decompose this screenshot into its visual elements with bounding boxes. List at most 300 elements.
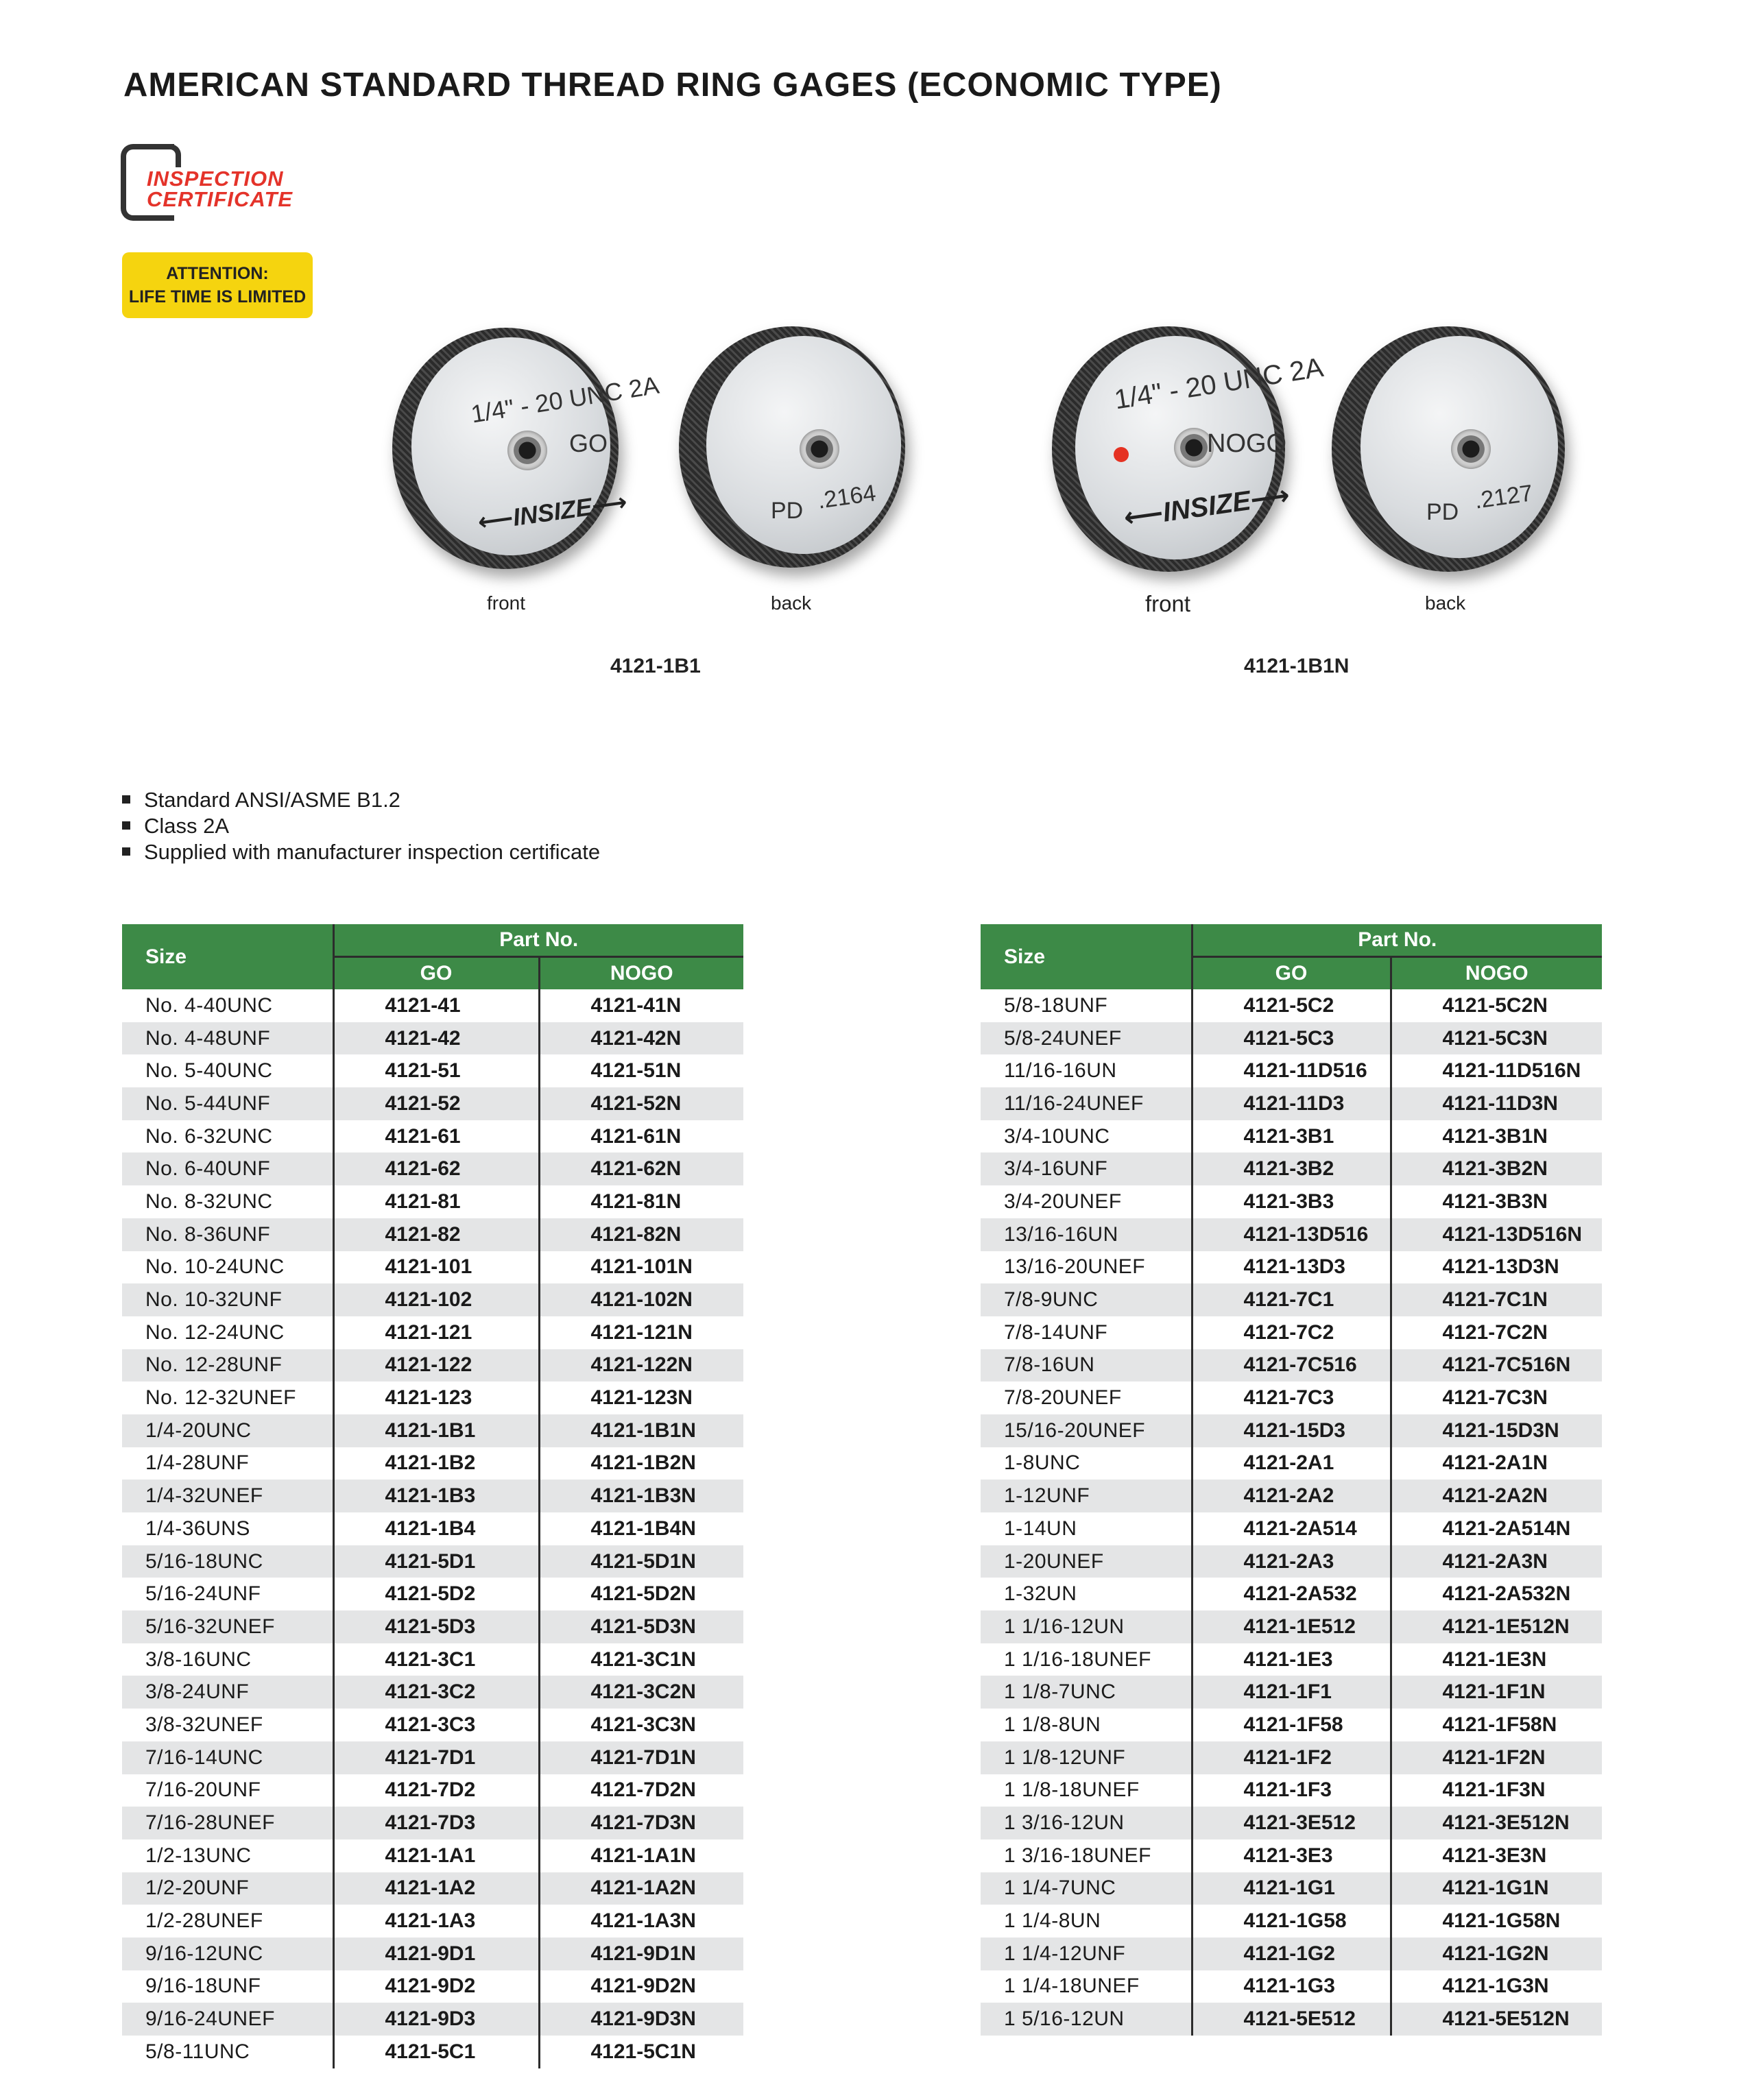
go-part-cell: 4121-121	[333, 1316, 539, 1349]
table-row	[122, 1316, 743, 1349]
go-part-cell: 4121-1B3	[333, 1480, 539, 1512]
nogo-part-cell: 4121-5D2N	[539, 1578, 743, 1610]
go-part-cell: 4121-7D1	[333, 1741, 539, 1774]
insize-brand-mark: ⟵INSIZE⟶	[476, 487, 629, 537]
table-row	[981, 1512, 1602, 1545]
table-row	[981, 1741, 1602, 1774]
nogo-part-cell: 4121-7D2N	[539, 1774, 743, 1807]
table-row	[122, 1807, 743, 1839]
nogo-part-cell: 4121-3B2N	[1391, 1152, 1602, 1185]
go-header: GO	[1192, 957, 1391, 990]
table-row	[981, 1643, 1602, 1676]
table-row	[981, 1087, 1602, 1120]
nogo-part-cell: 4121-52N	[539, 1087, 743, 1120]
go-part-cell: 4121-81	[333, 1185, 539, 1218]
nogo-part-cell: 4121-123N	[539, 1381, 743, 1414]
go-part-cell: 4121-9D3	[333, 2003, 539, 2036]
go-part-cell: 4121-2A1	[1192, 1447, 1391, 1480]
size-cell: 1/2-28UNEF	[145, 1909, 263, 1933]
nogo-part-cell: 4121-7D3N	[539, 1807, 743, 1839]
table-row	[981, 1283, 1602, 1316]
table-row	[981, 1381, 1602, 1414]
feature-item: Class 2A	[122, 813, 600, 839]
size-cell: 11/16-16UN	[1004, 1059, 1117, 1083]
size-cell: 13/16-20UNEF	[1004, 1255, 1146, 1279]
table-row	[981, 1905, 1602, 1938]
table-row	[122, 1381, 743, 1414]
go-part-cell: 4121-5C3	[1192, 1022, 1391, 1055]
size-cell: No. 6-32UNC	[145, 1124, 273, 1148]
table-row	[122, 1512, 743, 1545]
nogo-part-cell: 4121-1G3N	[1391, 1970, 1602, 2003]
go-header: GO	[333, 957, 539, 990]
size-cell: 1-12UNF	[981, 1480, 1192, 1512]
model-number: 4121-1B1	[610, 655, 701, 677]
nogo-part-cell: 4121-7D1N	[539, 1741, 743, 1774]
attention-line1: ATTENTION:	[166, 264, 269, 283]
go-part-cell: 4121-7D3	[333, 1807, 539, 1839]
go-part-cell: 4121-7D2	[333, 1774, 539, 1807]
go-part-cell: 4121-2A3	[1192, 1545, 1391, 1578]
nogo-part-cell: 4121-41N	[539, 989, 743, 1022]
size-cell: 1/4-32UNEF	[122, 1480, 333, 1512]
pd-value: .2164	[816, 480, 878, 514]
size-cell: No. 4-48UNF	[122, 1022, 333, 1055]
nogo-part-cell: 4121-1F2N	[1391, 1741, 1602, 1774]
nogo-part-cell: 4121-1G2N	[1391, 1938, 1602, 1970]
nogo-part-cell: 4121-1F1N	[1391, 1676, 1602, 1709]
table-row	[122, 1872, 743, 1905]
nogo-part-cell: 4121-121N	[539, 1316, 743, 1349]
go-part-cell: 4121-3B3	[1192, 1185, 1391, 1218]
size-cell: 5/8-11UNC	[145, 2040, 250, 2063]
nogo-part-cell: 4121-3B3N	[1391, 1185, 1602, 1218]
table-row	[122, 1087, 743, 1120]
nogo-part-cell: 4121-1F3N	[1391, 1774, 1602, 1807]
nogo-part-cell: 4121-5E512N	[1391, 2003, 1602, 2036]
table-row	[981, 1316, 1602, 1349]
nogo-header: NOGO	[1391, 957, 1602, 990]
table-row	[981, 1480, 1602, 1512]
nogo-part-cell: 4121-5D1N	[539, 1545, 743, 1578]
size-cell: 1/4-20UNC	[122, 1414, 333, 1447]
size-cell: 5/16-18UNC	[122, 1545, 333, 1578]
size-cell: 9/16-12UNC	[122, 1938, 333, 1970]
right-size-table	[981, 924, 1602, 2036]
size-cell: 3/8-24UNF	[122, 1676, 333, 1709]
size-cell: 1-32UN	[1004, 1582, 1077, 1606]
insize-brand-mark: ⟵INSIZE⟶	[1122, 480, 1292, 533]
table-row	[981, 1414, 1602, 1447]
nogo-part-cell: 4121-13D516N	[1391, 1218, 1602, 1251]
pd-label: PD	[771, 498, 804, 524]
size-header: Size	[122, 924, 333, 989]
size-cell: 1 1/16-12UN	[981, 1610, 1192, 1643]
size-cell: No. 12-28UNF	[122, 1349, 333, 1382]
nogo-part-cell: 4121-122N	[539, 1349, 743, 1382]
go-part-cell: 4121-102	[333, 1283, 539, 1316]
size-cell: 9/16-18UNF	[145, 1975, 261, 1998]
size-cell: 7/8-16UN	[981, 1349, 1192, 1382]
go-part-cell: 4121-7C1	[1192, 1283, 1391, 1316]
table-row	[981, 1774, 1602, 1807]
table-row	[981, 1152, 1602, 1185]
go-part-cell: 4121-1G2	[1192, 1938, 1391, 1970]
nogo-part-cell: 4121-5C3N	[1391, 1022, 1602, 1055]
table-row	[981, 1839, 1602, 1872]
table-row	[981, 1970, 1602, 2003]
nogo-part-cell: 4121-7C516N	[1391, 1349, 1602, 1382]
size-cell: 11/16-24UNEF	[981, 1087, 1192, 1120]
go-part-cell: 4121-7C2	[1192, 1316, 1391, 1349]
size-cell: 1-14UN	[1004, 1517, 1077, 1540]
size-cell: No. 8-36UNF	[122, 1218, 333, 1251]
certificate-line1: INSPECTION	[147, 167, 284, 191]
left-size-table	[122, 924, 743, 2068]
table-row	[981, 1185, 1602, 1218]
go-part-cell: 4121-7C3	[1192, 1381, 1391, 1414]
nogo-part-cell: 4121-5C2N	[1391, 989, 1602, 1022]
go-part-cell: 4121-1F58	[1192, 1709, 1391, 1741]
caption-back: back	[1425, 592, 1466, 614]
go-part-cell: 4121-51	[333, 1054, 539, 1087]
gage-go-front-image	[392, 328, 661, 569]
go-part-cell: 4121-123	[333, 1381, 539, 1414]
nogo-part-cell: 4121-7C1N	[1391, 1283, 1602, 1316]
table-row	[122, 1185, 743, 1218]
nogo-part-cell: 4121-11D516N	[1391, 1054, 1602, 1087]
table-row	[981, 1022, 1602, 1055]
table-row	[122, 1218, 743, 1251]
nogo-part-cell: 4121-2A3N	[1391, 1545, 1602, 1578]
go-part-cell: 4121-2A514	[1192, 1512, 1391, 1545]
go-part-cell: 4121-42	[333, 1022, 539, 1055]
nogo-part-cell: 4121-1B4N	[539, 1512, 743, 1545]
size-cell: No. 10-24UNC	[145, 1255, 285, 1279]
go-part-cell: 4121-3B2	[1192, 1152, 1391, 1185]
size-cell: 13/16-16UN	[981, 1218, 1192, 1251]
nogo-part-cell: 4121-5C1N	[539, 2036, 743, 2068]
table-row	[122, 1709, 743, 1741]
gage-go-back-image	[679, 326, 905, 568]
size-cell: 5/8-18UNF	[1004, 993, 1108, 1017]
size-cell: 1 1/4-12UNF	[981, 1938, 1192, 1970]
nogo-part-cell: 4121-3C3N	[539, 1709, 743, 1741]
go-part-cell: 4121-5D3	[333, 1610, 539, 1643]
table-row	[981, 1120, 1602, 1153]
go-part-cell: 4121-7C516	[1192, 1349, 1391, 1382]
gage-type-label: NOGO	[1207, 429, 1287, 458]
table-row	[981, 1054, 1602, 1087]
nogo-part-cell: 4121-1G58N	[1391, 1905, 1602, 1938]
size-cell: 3/4-16UNF	[981, 1152, 1192, 1185]
nogo-part-cell: 4121-3B1N	[1391, 1120, 1602, 1153]
go-part-cell: 4121-3E3	[1192, 1839, 1391, 1872]
go-part-cell: 4121-11D3	[1192, 1087, 1391, 1120]
nogo-part-cell: 4121-1F58N	[1391, 1709, 1602, 1741]
size-cell: 3/8-16UNC	[145, 1648, 252, 1671]
table-row	[981, 2003, 1602, 2036]
go-part-cell: 4121-1A1	[333, 1839, 539, 1872]
gage-nogo-front-image	[1052, 326, 1326, 572]
table-row	[122, 1447, 743, 1480]
table-row	[122, 1578, 743, 1610]
go-part-cell: 4121-122	[333, 1349, 539, 1382]
table-row	[122, 1970, 743, 2003]
nogo-part-cell: 4121-3C2N	[539, 1676, 743, 1709]
nogo-part-cell: 4121-15D3N	[1391, 1414, 1602, 1447]
nogo-part-cell: 4121-1A2N	[539, 1872, 743, 1905]
nogo-part-cell: 4121-61N	[539, 1120, 743, 1153]
size-cell: 1/2-20UNF	[122, 1872, 333, 1905]
go-part-cell: 4121-3C3	[333, 1709, 539, 1741]
go-part-cell: 4121-1G3	[1192, 1970, 1391, 2003]
go-part-cell: 4121-62	[333, 1152, 539, 1185]
size-cell: 1 1/4-7UNC	[981, 1872, 1192, 1905]
table-row	[122, 1120, 743, 1153]
nogo-part-cell: 4121-1B3N	[539, 1480, 743, 1512]
size-cell: 1-20UNEF	[981, 1545, 1192, 1578]
nogo-part-cell: 4121-3E512N	[1391, 1807, 1602, 1839]
go-part-cell: 4121-13D516	[1192, 1218, 1391, 1251]
size-cell: 7/8-9UNC	[981, 1283, 1192, 1316]
caption-back: back	[771, 592, 812, 614]
page-title: AMERICAN STANDARD THREAD RING GAGES (ECONOMIC TYPE)	[123, 67, 1222, 104]
size-cell: 1 1/8-18UNEF	[1004, 1778, 1140, 1802]
table-row	[122, 1349, 743, 1382]
inspection-certificate-logo	[121, 144, 326, 213]
nogo-part-cell: 4121-3E3N	[1391, 1839, 1602, 1872]
go-part-cell: 4121-11D516	[1192, 1054, 1391, 1087]
size-cell: No. 5-40UNC	[145, 1059, 273, 1083]
nogo-part-cell: 4121-3C1N	[539, 1643, 743, 1676]
size-cell: No. 8-32UNC	[145, 1190, 273, 1213]
size-cell: 15/16-20UNEF	[981, 1414, 1192, 1447]
size-cell: 1-8UNC	[1004, 1451, 1081, 1475]
nogo-part-cell: 4121-1B1N	[539, 1414, 743, 1447]
go-part-cell: 4121-5C1	[333, 2036, 539, 2068]
certificate-line2: CERTIFICATE	[147, 187, 293, 211]
go-part-cell: 4121-3B1	[1192, 1120, 1391, 1153]
part-no-header: Part No.	[1192, 924, 1602, 957]
go-part-cell: 4121-5D2	[333, 1578, 539, 1610]
table-row	[981, 1610, 1602, 1643]
go-part-cell: 4121-101	[333, 1251, 539, 1284]
go-part-cell: 4121-5D1	[333, 1545, 539, 1578]
size-cell: 7/16-20UNF	[145, 1778, 261, 1802]
go-part-cell: 4121-9D2	[333, 1970, 539, 2003]
go-part-cell: 4121-1F2	[1192, 1741, 1391, 1774]
go-part-cell: 4121-1F1	[1192, 1676, 1391, 1709]
size-cell: 5/16-32UNEF	[122, 1610, 333, 1643]
table-row	[981, 1578, 1602, 1610]
table-row	[122, 1839, 743, 1872]
model-number: 4121-1B1N	[1244, 655, 1350, 677]
go-part-cell: 4121-1E512	[1192, 1610, 1391, 1643]
nogo-part-cell: 4121-2A514N	[1391, 1512, 1602, 1545]
certificate-text	[144, 167, 296, 211]
go-part-cell: 4121-2A532	[1192, 1578, 1391, 1610]
go-part-cell: 4121-41	[333, 989, 539, 1022]
go-part-cell: 4121-3E512	[1192, 1807, 1391, 1839]
feature-item: Supplied with manufacturer inspection certificate	[122, 839, 600, 865]
nogo-part-cell: 4121-2A1N	[1391, 1447, 1602, 1480]
go-part-cell: 4121-1F3	[1192, 1774, 1391, 1807]
nogo-part-cell: 4121-62N	[539, 1152, 743, 1185]
nogo-part-cell: 4121-1A3N	[539, 1905, 743, 1938]
table-row	[122, 1610, 743, 1643]
pd-value: .2127	[1473, 480, 1535, 514]
nogo-part-cell: 4121-2A2N	[1391, 1480, 1602, 1512]
table-row	[981, 1218, 1602, 1251]
table-row	[981, 1447, 1602, 1480]
table-row	[122, 1022, 743, 1055]
nogo-part-cell: 4121-81N	[539, 1185, 743, 1218]
go-part-cell: 4121-1B1	[333, 1414, 539, 1447]
table-row	[981, 989, 1602, 1022]
attention-line2: LIFE TIME IS LIMITED	[128, 287, 307, 306]
size-cell: 3/4-20UNEF	[1004, 1190, 1122, 1213]
table-row	[981, 1709, 1602, 1741]
nogo-header: NOGO	[539, 957, 743, 990]
attention-badge	[122, 252, 313, 318]
go-part-cell: 4121-61	[333, 1120, 539, 1153]
go-part-cell: 4121-2A2	[1192, 1480, 1391, 1512]
nogo-part-cell: 4121-11D3N	[1391, 1087, 1602, 1120]
size-cell: 1 1/4-18UNEF	[1004, 1975, 1140, 1998]
go-part-cell: 4121-15D3	[1192, 1414, 1391, 1447]
nogo-part-cell: 4121-1G1N	[1391, 1872, 1602, 1905]
size-cell: 1 1/16-18UNEF	[1004, 1648, 1151, 1671]
table-row	[122, 1905, 743, 1938]
gage-thread-label: 1/4" - 20 UNC 2A	[1112, 352, 1326, 415]
go-part-cell: 4121-52	[333, 1087, 539, 1120]
table-row	[981, 1938, 1602, 1970]
table-row	[122, 2036, 743, 2068]
size-cell: 1/2-13UNC	[145, 1844, 252, 1867]
nogo-part-cell: 4121-82N	[539, 1218, 743, 1251]
go-part-cell: 4121-13D3	[1192, 1251, 1391, 1284]
go-part-cell: 4121-3C2	[333, 1676, 539, 1709]
size-cell: 1 1/8-12UNF	[981, 1741, 1192, 1774]
size-cell: 9/16-24UNEF	[122, 2003, 333, 2036]
table-row	[122, 1545, 743, 1578]
size-cell: 1 5/16-12UN	[981, 2003, 1192, 2036]
table-row	[981, 1676, 1602, 1709]
go-part-cell: 4121-5C2	[1192, 989, 1391, 1022]
caption-front: front	[487, 592, 526, 614]
size-cell: No. 6-40UNF	[122, 1152, 333, 1185]
table-row	[981, 1872, 1602, 1905]
size-cell: No. 12-24UNC	[145, 1320, 285, 1344]
nogo-part-cell: 4121-101N	[539, 1251, 743, 1284]
go-part-cell: 4121-82	[333, 1218, 539, 1251]
nogo-part-cell: 4121-1E512N	[1391, 1610, 1602, 1643]
feature-list	[122, 787, 600, 865]
table-row	[122, 1054, 743, 1087]
size-cell: 1/4-28UNF	[145, 1451, 250, 1475]
nogo-part-cell: 4121-51N	[539, 1054, 743, 1087]
table-row	[122, 1152, 743, 1185]
table-row	[122, 1938, 743, 1970]
size-cell: 1 1/8-8UN	[1004, 1713, 1101, 1736]
size-cell: 7/16-28UNEF	[122, 1807, 333, 1839]
table-row	[122, 1480, 743, 1512]
table-row	[981, 1807, 1602, 1839]
gage-type-label: GO	[569, 429, 608, 457]
nogo-part-cell: 4121-7C2N	[1391, 1316, 1602, 1349]
table-row	[122, 1251, 743, 1284]
gage-nogo-back-image	[1332, 326, 1565, 572]
table-row	[981, 1251, 1602, 1284]
table-row	[981, 1545, 1602, 1578]
nogo-part-cell: 4121-1B2N	[539, 1447, 743, 1480]
size-cell: No. 4-40UNC	[145, 993, 273, 1017]
size-cell: 3/8-32UNEF	[145, 1713, 263, 1736]
nogo-part-cell: 4121-9D3N	[539, 2003, 743, 2036]
pd-label: PD	[1426, 499, 1459, 525]
size-cell: 7/8-14UNF	[1004, 1320, 1108, 1344]
go-part-cell: 4121-1B4	[333, 1512, 539, 1545]
size-cell: No. 5-44UNF	[122, 1087, 333, 1120]
go-part-cell: 4121-1E3	[1192, 1643, 1391, 1676]
table-row	[981, 1349, 1602, 1382]
nogo-part-cell: 4121-42N	[539, 1022, 743, 1055]
nogo-part-cell: 4121-13D3N	[1391, 1251, 1602, 1284]
size-header: Size	[981, 924, 1192, 989]
feature-item: Standard ANSI/ASME B1.2	[122, 787, 600, 813]
size-cell: 5/8-24UNEF	[981, 1022, 1192, 1055]
nogo-part-cell: 4121-102N	[539, 1283, 743, 1316]
go-part-cell: 4121-1G58	[1192, 1905, 1391, 1938]
size-cell: 1 1/4-8UN	[1004, 1909, 1101, 1933]
nogo-part-cell: 4121-7C3N	[1391, 1381, 1602, 1414]
table-row	[122, 2003, 743, 2036]
size-cell: 3/4-10UNC	[1004, 1124, 1110, 1148]
size-cell: 7/8-20UNEF	[1004, 1386, 1122, 1410]
go-part-cell: 4121-1B2	[333, 1447, 539, 1480]
nogo-part-cell: 4121-9D2N	[539, 1970, 743, 2003]
nogo-part-cell: 4121-2A532N	[1391, 1578, 1602, 1610]
nogo-red-dot-icon	[1114, 447, 1129, 462]
size-cell: 1 3/16-18UNEF	[1004, 1844, 1151, 1867]
table-row	[122, 1414, 743, 1447]
go-part-cell: 4121-1A3	[333, 1905, 539, 1938]
size-cell: 7/16-14UNC	[122, 1741, 333, 1774]
go-part-cell: 4121-1G1	[1192, 1872, 1391, 1905]
gage-thread-label: 1/4" - 20 UNC 2A	[469, 370, 661, 429]
size-cell: 1/4-36UNS	[145, 1517, 250, 1540]
size-cell: No. 12-32UNEF	[145, 1386, 296, 1410]
nogo-part-cell: 4121-9D1N	[539, 1938, 743, 1970]
table-row	[122, 1741, 743, 1774]
size-cell: 5/16-24UNF	[145, 1582, 261, 1606]
go-part-cell: 4121-5E512	[1192, 2003, 1391, 2036]
table-row	[122, 989, 743, 1022]
nogo-part-cell: 4121-5D3N	[539, 1610, 743, 1643]
size-cell: No. 10-32UNF	[122, 1283, 333, 1316]
nogo-part-cell: 4121-1E3N	[1391, 1643, 1602, 1676]
table-row	[122, 1774, 743, 1807]
caption-front: front	[1145, 591, 1191, 616]
go-part-cell: 4121-9D1	[333, 1938, 539, 1970]
nogo-part-cell: 4121-1A1N	[539, 1839, 743, 1872]
part-no-header: Part No.	[333, 924, 743, 957]
size-cell: 1 1/8-7UNC	[981, 1676, 1192, 1709]
table-row	[122, 1283, 743, 1316]
size-cell: 1 3/16-12UN	[981, 1807, 1192, 1839]
go-part-cell: 4121-1A2	[333, 1872, 539, 1905]
